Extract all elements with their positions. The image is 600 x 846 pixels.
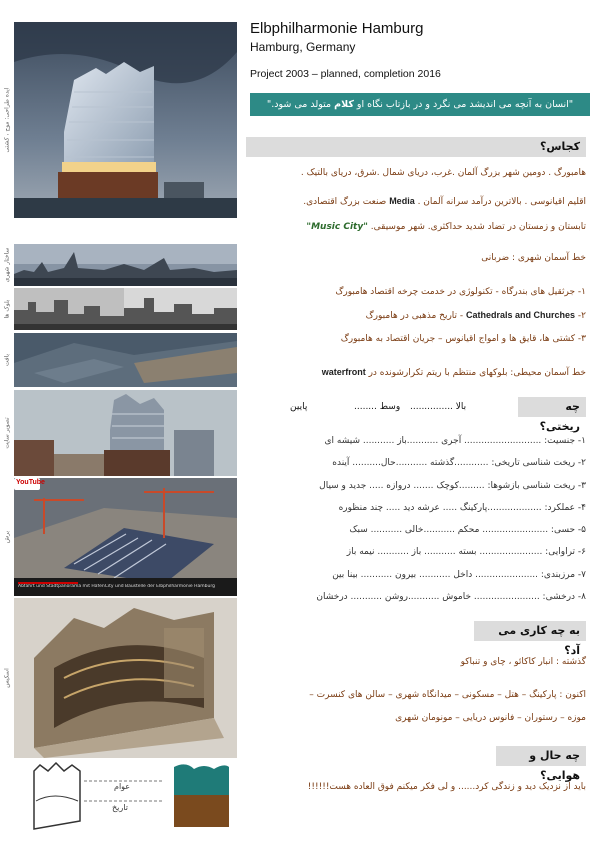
scale-high: ............... بالا <box>410 402 467 412</box>
scale-low: پایین <box>290 402 308 412</box>
section-where-header: کجاس؟ <box>246 137 586 157</box>
cityscape-bw-illustration <box>14 288 237 330</box>
section-form-header: چه ریختی؟ <box>518 397 586 417</box>
youtube-logo: YouTube <box>16 479 45 486</box>
project-location: Hamburg, Germany <box>250 40 356 54</box>
form-item-1: ۱- جنسیت: ........................... آجری ...........باز ........... شیشه ای <box>324 436 586 446</box>
form-item-2: ۲- ریخت شناسی تاریخی: ............گذشته ...........حال.......... آینده <box>332 458 586 468</box>
skyline-item-1: ۱- جرثقیل های بندرگاه - تکنولوژی در خدمت چرخه اقتصاد هامبورگ <box>335 287 586 297</box>
side-label-1: ایده طراحی: موج ، کشتی <box>3 87 11 153</box>
project-dates: Project 2003 – planned, completion 2016 <box>250 68 441 80</box>
photo-building-context <box>14 390 237 476</box>
building-dusk-illustration <box>14 22 237 218</box>
where-line-2 <box>303 196 586 207</box>
form-item-6: ۶- تراوایی: ...................... بسته ........... باز ........... نیمه باز <box>346 547 586 557</box>
quote-banner <box>250 93 590 116</box>
side-label-2: ساختار شهری <box>3 247 11 283</box>
skyline-heading: خط آسمان شهری : ضربانی <box>481 253 586 263</box>
form-item-5: ۵- حسی: ....................... محکم ...........خالی ........... سبک <box>349 525 586 535</box>
skyline-item-2 <box>366 310 586 321</box>
quote-bold: کلام <box>334 99 354 110</box>
form-item-4: ۴- عملکرد: ...................پارکینگ ..... عرشه دید ..... چند منظوره <box>338 503 586 513</box>
photo-aerial-blocks <box>14 333 237 387</box>
where-line-2-pre: اقلیم اقیانوسی . بالاترین درآمد سرانه آلمان . <box>414 197 586 207</box>
construction-site-illustration <box>14 478 237 596</box>
side-label-5: تصویر سایت <box>3 417 11 449</box>
sketch-label-history: تاریخ <box>112 803 128 812</box>
skyline-item-3: ۳- کشتی ها، قایق ها و امواج اقیانوس – جریان اقتصاد به هامبورگ <box>340 334 586 344</box>
side-label-7: اسکیس <box>3 668 11 688</box>
use-past: گذشته : انبار کاکائو ، چای و تنباکو <box>460 657 586 667</box>
side-label-8 <box>0 761 14 836</box>
scale-mid: ........ وسط <box>354 402 401 412</box>
feel-line: باید از نزدیک دید و زندگی کرد...... و لی فکر میکنم فوق العاده هست!!!!!! <box>307 782 586 792</box>
photo-cityscape-bw <box>14 288 237 330</box>
form-item-7: ۷- مرزبندی: ...................... داخل ........... بیرون ........... بینا بین <box>332 570 586 580</box>
side-label-4: بافت <box>3 353 11 367</box>
form-item-3: ۳- ریخت شناسی بازشوها: .........کوچک ....... دروازه ..... جدید و سیال <box>319 481 586 491</box>
concept-sketch <box>14 761 237 836</box>
photo-building-dusk <box>14 22 237 218</box>
building-context-illustration <box>14 390 237 476</box>
music-city-term: "Music City" <box>306 222 368 232</box>
wave-ship-sketch <box>14 761 237 836</box>
use-now-2: موزه – رستوران – فانوس دریایی – مونومان شهری <box>395 713 586 723</box>
side-label-6: برش <box>3 530 11 544</box>
where-line-3-pre: تابستان و زمستان در تضاد شدید حداکثری. شهر موسیقی. <box>367 222 586 232</box>
photo-section-model <box>14 598 237 758</box>
sketch-label-public: عوام <box>114 782 131 791</box>
aerial-blocks-illustration <box>14 333 237 387</box>
waterfront-term: waterfront <box>321 367 366 377</box>
skyline-item-2-pre: ۲- <box>575 311 586 321</box>
use-now-1: اکنون : پارکینگ – هتل – مسکونی – میدانگاه شهری – سالن های کنسرت – <box>309 690 586 700</box>
where-line-3 <box>306 222 586 232</box>
video-caption: Abfahrt und Stadtpanorama mit HafenCity und Baustelle der Elbphilharmonie Hamburg <box>18 584 215 589</box>
section-feel-header: چه حال و هوایی؟ <box>496 746 586 766</box>
cathedrals-term: Cathedrals and Churches <box>466 310 576 320</box>
environment-skyline <box>322 367 586 378</box>
environment-skyline-pre: خط آسمان محیطی: بلوکهای منتظم با ریتم تکرارشونده در <box>365 368 586 378</box>
where-line-2-post: صنعت بزرگ اقتصادی. <box>303 197 390 207</box>
quote-post: متولد می شود." <box>266 99 335 110</box>
side-label-3: بلوک ها <box>3 299 11 319</box>
skyline-item-2-post: - تاریخ مذهبی در هامبورگ <box>365 311 467 321</box>
project-title: Elbphilharmonie Hamburg <box>250 20 424 37</box>
quote-pre: "انسان به آنچه می اندیشد می نگرد و در بازتاب نگاه او <box>353 99 574 110</box>
photo-skyline <box>14 244 237 286</box>
where-line-1: هامبورگ . دومین شهر بزرگ آلمان .غرب، دریای شمال .شرق، دریای بالتیک . <box>300 168 586 178</box>
video-construction-site[interactable] <box>14 478 237 596</box>
section-use-header: به چه کاری می آد؟ <box>474 621 586 641</box>
section-model-illustration <box>14 598 237 758</box>
media-term: Media <box>389 196 415 206</box>
skyline-illustration <box>14 244 237 286</box>
form-item-8: ۸- درخشی: ....................... خاموش ...........روشن ........... درخشان <box>316 592 586 602</box>
